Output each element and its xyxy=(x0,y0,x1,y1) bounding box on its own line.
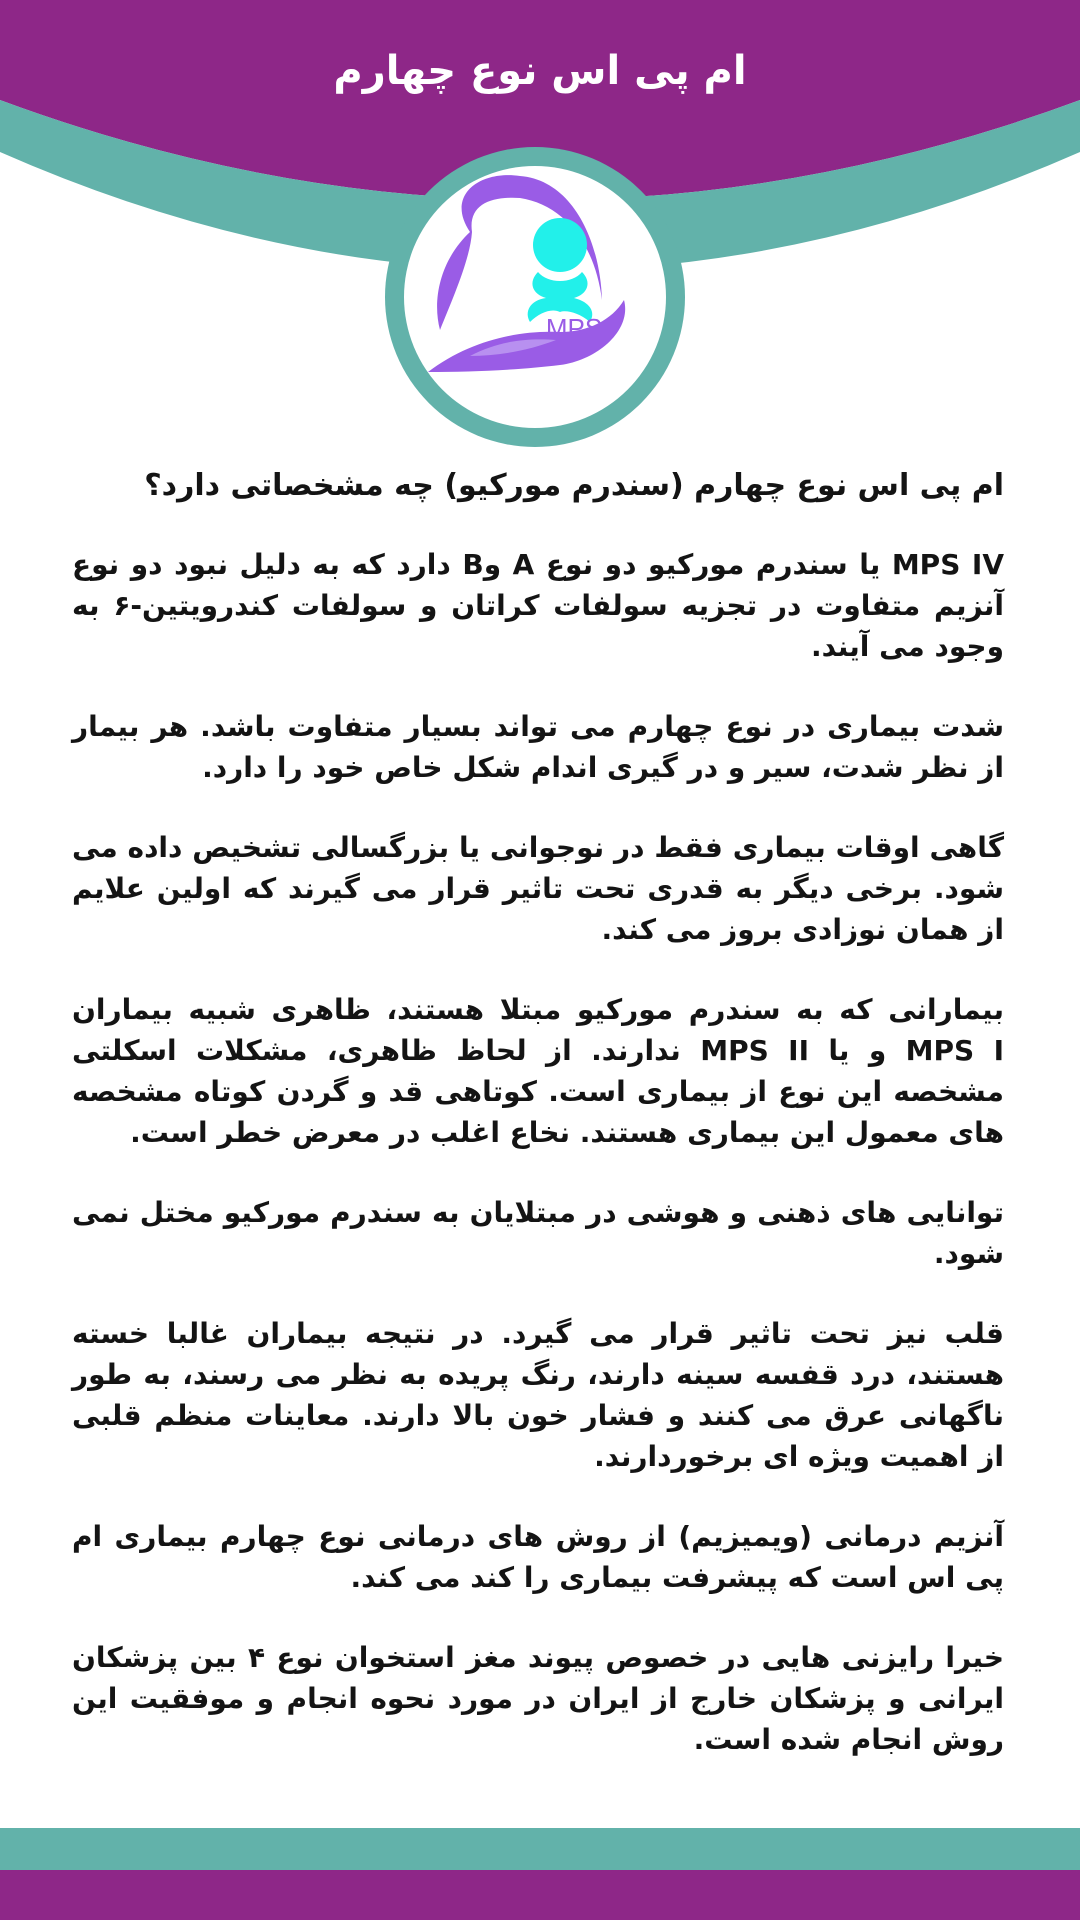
paragraph-8: خیرا رایزنی هایی در خصوص پیوند مغز استخوان نوع ۴ بین پزشکان ایرانی و پزشکان خارج از ایران در مورد نحوه انجام و موفقیت این روش انجام شده است. xyxy=(72,1641,1005,1756)
paragraph-7: آنزیم درمانی (ویمیزیم) از روش های درمانی نوع چهارم بیماری ام پی اس است که پیشرفت بیماری را کند می کند. xyxy=(72,1520,1004,1594)
paragraph-5: توانایی های ذهنی و هوشی در مبتلایان به سندرم مورکیو مختل نمی شود. xyxy=(72,1196,1004,1270)
section-question: ام پی اس نوع چهارم (سندرم مورکیو) چه مشخصاتی دارد؟ xyxy=(144,468,1004,503)
paragraph-4: بیمارانی که به سندرم مورکیو مبتلا هستند، ظاهری شبیه بیماران MPS I و یا MPS II ندارند. از لحاظ ظاهری، مشکلات اسکلتی مشخصه این نوع از بیماری است. کوتاهی قد و گردن کوتاه مشخصه های معمول این بیماری هستند. نخاع اغلب در معرض خطر است. xyxy=(72,993,1005,1149)
paragraph-1: MPS IV یا سندرم مورکیو دو نوع A وB دارد که به دلیل نبود دو نوع آنزیم متفاوت در تجزیه سولفات کراتان و سولفات کندرویتین-۶ به وجود می آیند. xyxy=(72,548,1005,663)
logo-text: MPS xyxy=(545,313,603,343)
paragraph-6: قلب نیز تحت تاثیر قرار می گیرد. در نتیجه بیماران غالبا خسته هستند، درد قفسه سینه دارند، رنگ پریده به نظر می رسند، به طور ناگهانی عرق می کنند و فشار خون بالا دارند. معاینات منظم قلبی از اهمیت ویژه ای برخوردارند. xyxy=(72,1317,1004,1473)
footer-purple-band xyxy=(0,1870,1080,1920)
footer-teal-band xyxy=(0,1828,1080,1870)
paragraph-2: شدت بیماری در نوع چهارم می تواند بسیار متفاوت باشد. هر بیمار از نظر شدت، سیر و در گیری اندام شکل خاص خود را دارد. xyxy=(72,710,1004,784)
paragraph-3: گاهی اوقات بیماری فقط در نوجوانی یا بزرگسالی تشخیص داده می شود. برخی دیگر به قدری تحت تاثیر قرار می گیرند که اولین علایم از همان نوزادی بروز می کند. xyxy=(72,831,1004,946)
article-body xyxy=(72,462,1004,1799)
page-title: ام پی اس نوع چهارم xyxy=(333,48,747,94)
